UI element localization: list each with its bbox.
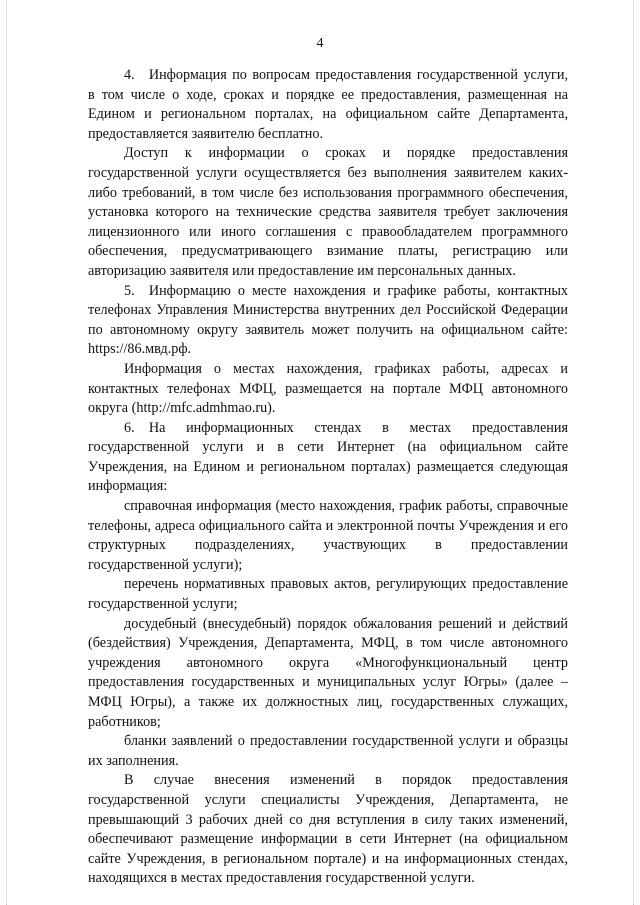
document-body	[88, 66, 568, 889]
paragraph-reference-info: справочная информация (место нахождения, график работы, справочные телефоны, адреса официального сайта и электронной почты Учреждения и его структурных подразделениях, участвующих в предоставлении государственной услуги);	[88, 498, 568, 573]
paragraph-changes-update: В случае внесения изменений в порядок предоставления государственной услуги специалисты Учреждения, Департамента, не превышающий 3 рабочих дней со дня вступления в силу таких изменений, обеспечивают размещение информации в сети Интернет (на официальном сайте Учреждения, в региональном портале) и на информационных стендах, находящихся в местах предоставления государственной услуги.	[88, 772, 568, 887]
paragraph-legal-acts: перечень нормативных правовых актов, регулирующих предоставление государственной услуги;	[88, 576, 568, 613]
paragraph-item-6-info-stands: 6. На информационных стендах в местах предоставления государственной услуги и в сети Интернет (на официальном сайте Учреждения, на Едином и региональном порталах) размещается следующая информация:	[88, 419, 568, 495]
paragraph-application-forms: бланки заявлений о предоставлении государственной услуги и образцы их заполнения.	[88, 733, 568, 769]
scan-edge-right	[633, 0, 635, 905]
paragraph-mfc-info: Информация о местах нахождения, графиках работы, адресах и контактных телефонах МФЦ, размещается на портале МФЦ автономного округа (http://mfc.admhmao.ru).	[88, 360, 568, 417]
scan-edge-left	[6, 0, 8, 905]
paragraph-appeal-procedure: досудебный (внесудебный) порядок обжалования решений и действий (бездействия) Учреждения, Департамента, МФЦ, в том числе автономного учреждения автономного округа «Многофункциональный центр предоставления государственных и муниципальных услуг Югры» (далее – МФЦ Югры), а также их должностных лиц, государственных служащих, работников;	[88, 615, 568, 730]
paragraph-info-access: Доступ к информации о сроках и порядке предоставления государственной услуги осуществляется без выполнения заявителем каких-либо требований, в том числе без использования программного обеспечения, установка которого на технические средства заявителя требует заключения лицензионного или иного соглашения с правообладателем программного обеспечения, предусматривающего взимание платы, регистрацию или авторизацию заявителя или предоставление им персональных данных.	[88, 145, 568, 279]
paragraph-item-5-ministry-contacts: 5. Информацию о месте нахождения и графике работы, контактных телефонах Управления Министерства внутренних дел Российской Федерации по автономному округу заявитель может получить на официальном сайте: https://86.мвд.рф.	[88, 282, 568, 358]
paragraph-item-4-free-info: 4. Информация по вопросам предоставления государственной услуги, в том числе о ходе, сроках и порядке ее предоставления, размещенная на Едином и региональном порталах, на официальном сайте Департамента, предоставляется заявителю бесплатно.	[88, 67, 568, 142]
page-number: 4	[316, 36, 324, 51]
